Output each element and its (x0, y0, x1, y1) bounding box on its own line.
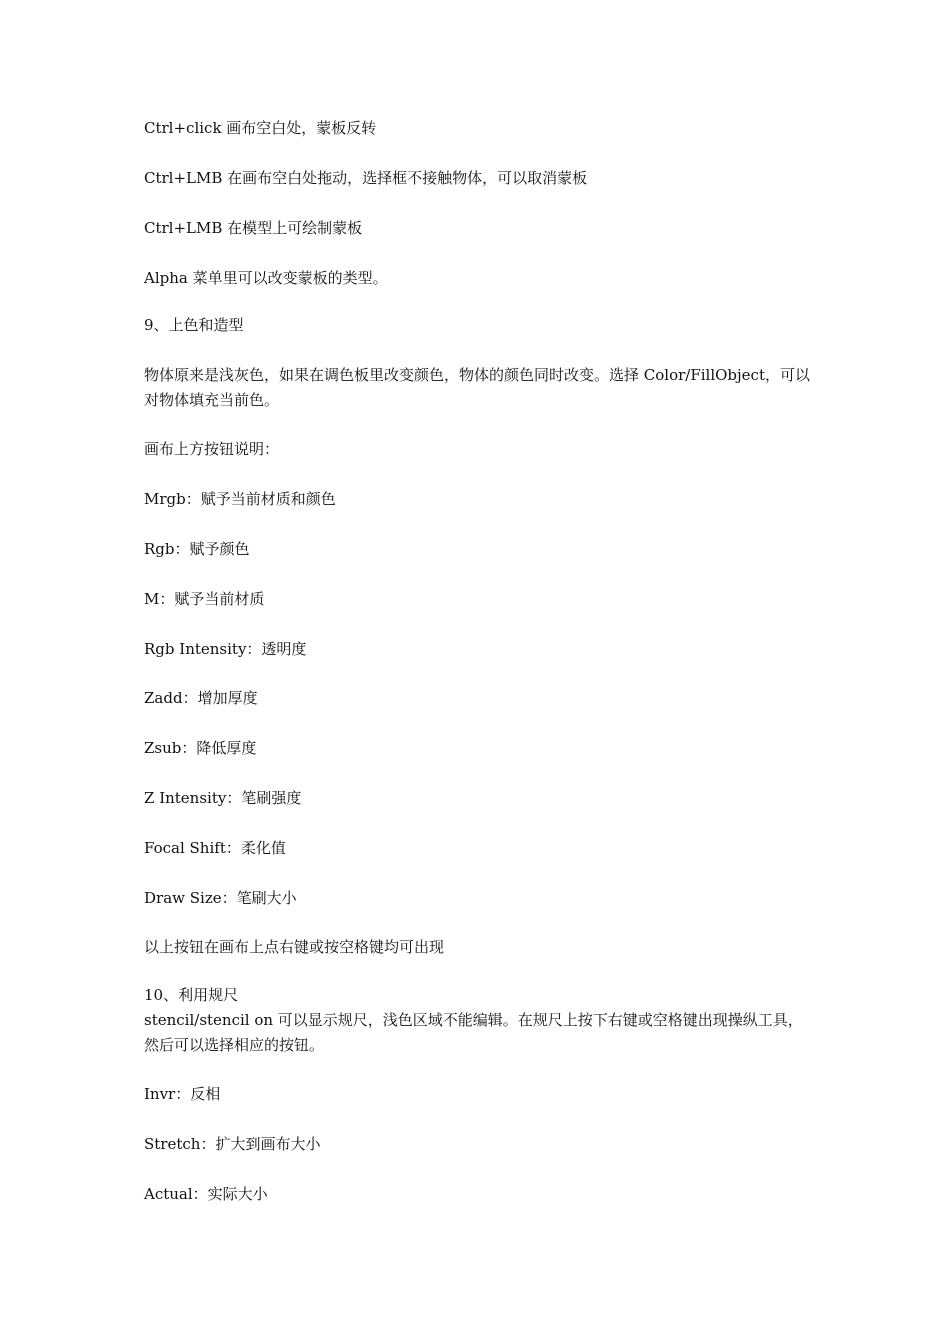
paragraph-button-intro: 画布上方按钮说明： (144, 440, 280, 458)
paragraph-button-note: 以上按钮在画布上点右键或按空格键均可出现 (144, 938, 445, 956)
item-zadd: Zadd：增加厚度 (144, 689, 258, 707)
item-mrgb: Mrgb：赋予当前材质和颜色 (144, 490, 336, 508)
item-zsub: Zsub：降低厚度 (144, 739, 257, 757)
item-actual: Actual：实际大小 (144, 1185, 268, 1203)
item-invr: Invr：反相 (144, 1085, 221, 1103)
item-draw-size: Draw Size：笔刷大小 (144, 889, 297, 907)
paragraph-ctrl-click: Ctrl+click 画布空白处，蒙板反转 (144, 119, 377, 137)
item-m: M：赋予当前材质 (144, 590, 265, 608)
paragraph-ctrl-lmb-drag: Ctrl+LMB 在画布空白处拖动，选择框不接触物体，可以取消蒙板 (144, 169, 588, 187)
item-rgb-intensity: Rgb Intensity：透明度 (144, 640, 307, 658)
item-rgb: Rgb：赋予颜色 (144, 540, 250, 558)
paragraph-stencil: stencil/stencil on 可以显示规尺，浅色区域不能编辑。在规尺上按下右键或空格键出现操纵工具，然后可以选择相应的按钮。 (144, 1011, 803, 1054)
item-stretch: Stretch：扩大到画布大小 (144, 1135, 321, 1153)
paragraph-ctrl-lmb-model: Ctrl+LMB 在模型上可绘制蒙板 (144, 219, 363, 237)
item-focal-shift: Focal Shift：柔化值 (144, 839, 286, 857)
item-z-intensity: Z Intensity：笔刷强度 (144, 789, 302, 807)
paragraph-color-fill: 物体原来是浅灰色，如果在调色板里改变颜色，物体的颜色同时改变。选择 Color/FillObject，可以对物体填充当前色。 (144, 366, 810, 409)
paragraph-alpha-menu: Alpha 菜单里可以改变蒙板的类型。 (144, 269, 388, 287)
section-heading-10: 10、利用规尺 (144, 986, 239, 1004)
section-heading-9: 9、上色和造型 (144, 316, 244, 334)
